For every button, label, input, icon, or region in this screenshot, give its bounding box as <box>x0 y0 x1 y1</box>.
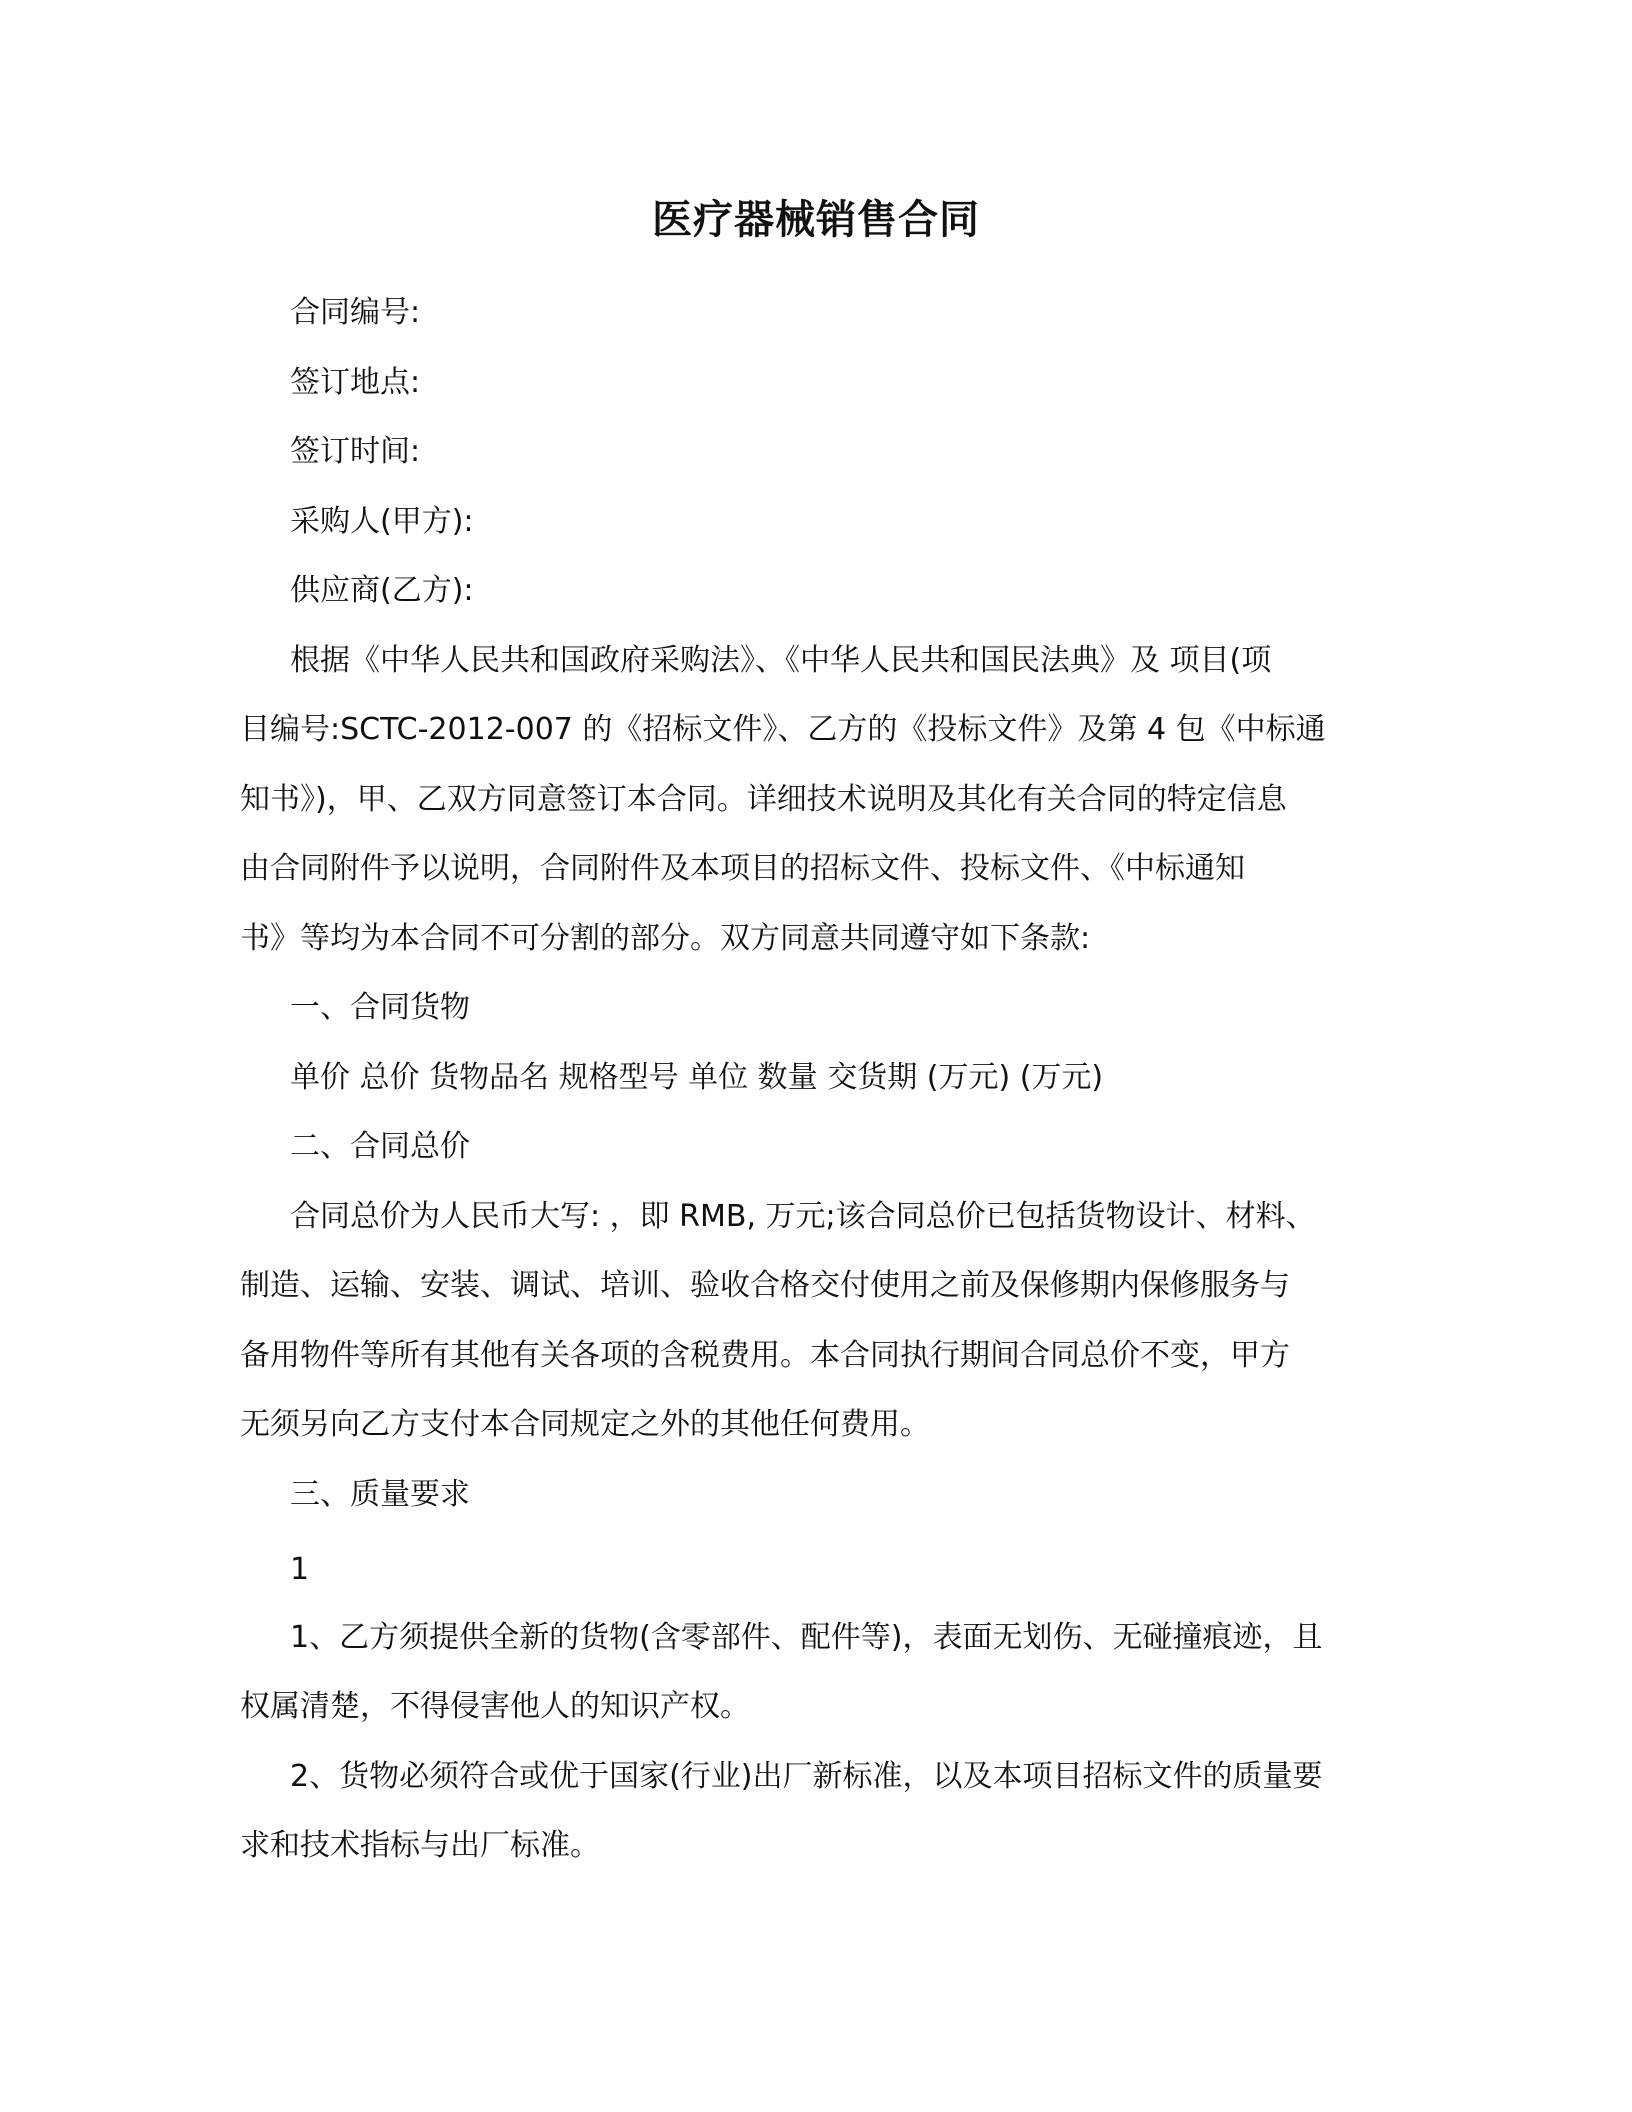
document-title: 医疗器械销售合同 <box>652 197 980 243</box>
quality-item-line: 1、乙方须提供全新的货物(含零部件、配件等)，表面无划伤、无碰撞痕迹，且 <box>290 1619 1323 1655</box>
preamble-line: 知书》)，甲、乙双方同意签订本合同。详细技术说明及其化有关合同的特定信息 <box>240 781 1287 817</box>
field-contract-no: 合同编号: <box>290 295 421 330</box>
document-body <box>240 278 1390 1881</box>
total-price-line: 合同总价为人民币大写: ，即 RMB, 万元;该合同总价已包括货物设计、材料、 <box>290 1198 1316 1234</box>
preamble-line: 目编号:SCTC-2012-007 的《招标文件》、乙方的《投标文件》及第 4 包《中标通 <box>240 712 1326 747</box>
quality-item-line: 2、货物必须符合或优于国家(行业)出厂新标准，以及本项目招标文件的质量要 <box>290 1758 1323 1794</box>
total-price-line: 制造、运输、安装、调试、培训、验收合格交付使用之前及保修期内保修服务与 <box>240 1268 1290 1303</box>
preamble-line: 根据《中华人民共和国政府采购法》、《中华人民共和国民法典》及 项目(项 <box>290 642 1272 678</box>
quality-item-line: 求和技术指标与出厂标准。 <box>240 1828 600 1863</box>
section-heading-goods: 一、合同货物 <box>290 990 470 1025</box>
goods-columns-line: 单价 总价 货物品名 规格型号 单位 数量 交货期 (万元) (万元) <box>290 1059 1104 1095</box>
field-supplier: 供应商(乙方): <box>290 573 474 608</box>
preamble-line: 由合同附件予以说明，合同附件及本项目的招标文件、投标文件、《中标通知 <box>240 851 1245 886</box>
field-sign-place: 签订地点: <box>290 364 421 400</box>
quality-item-line: 权属清楚，不得侵害他人的知识产权。 <box>240 1689 750 1724</box>
section-heading-total-price: 二、合同总价 <box>290 1129 470 1164</box>
section-marker: 1 <box>290 1552 310 1587</box>
field-sign-time: 签订时间: <box>290 434 421 469</box>
section-heading-quality: 三、质量要求 <box>290 1476 470 1512</box>
field-buyer: 采购人(甲方): <box>290 503 474 539</box>
total-price-line: 备用物件等所有其他有关各项的含税费用。本合同执行期间合同总价不变，甲方 <box>240 1337 1290 1373</box>
preamble-line: 书》等均为本合同不可分割的部分。双方同意共同遵守如下条款: <box>240 920 1091 956</box>
total-price-line: 无须另向乙方支付本合同规定之外的其他任何费用。 <box>240 1407 930 1442</box>
